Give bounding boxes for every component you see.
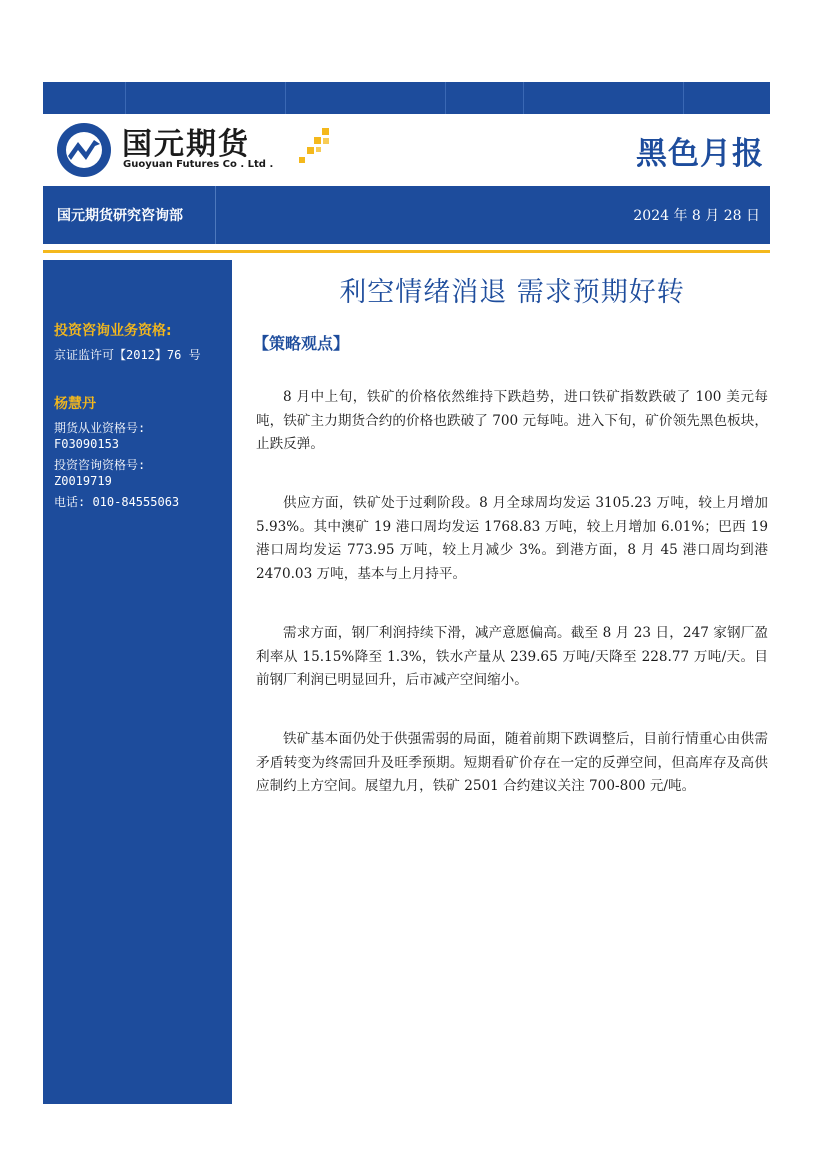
qualification-heading: 投资咨询业务资格:: [54, 323, 172, 339]
header-band: [43, 186, 770, 244]
report-date: 2024 年 8 月 28 日: [633, 208, 760, 224]
paragraph-demand: 需求方面，钢厂利润持续下滑，减产意愿偏高。截至 8 月 23 日，247 家钢厂盈利率从 15.15%降至 1.3%，铁水产量从 239.65 万吨/天降至 228.77 万吨/天。目前钢厂利润已明显回升，后市减产空间缩小。: [256, 625, 768, 688]
consult-qualification-label: 投资咨询资格号:: [54, 458, 146, 472]
paragraph-outlook: 铁矿基本面仍处于供强需弱的局面，随着前期下跌调整后，目前行情重心由供需矛盾转变为终需回升及旺季预期。短期看矿价存在一定的反弹空间，但高库存及高供应制约上方空间。展望九月，铁矿 2501 合约建议关注 700-800 元/吨。: [256, 731, 768, 794]
banner-divider: [523, 82, 524, 114]
band-divider: [215, 186, 216, 244]
logo-english-name: Guoyuan Futures Co . Ltd .: [123, 159, 274, 170]
top-banner-bar: [43, 82, 770, 114]
banner-divider: [285, 82, 286, 114]
report-type-title: 黑色月报: [636, 136, 764, 172]
logo-chinese-name: 国元期货: [122, 127, 250, 162]
analyst-phone: 电话: 010-84555063: [54, 495, 180, 509]
analyst-sidebar: [43, 260, 232, 1104]
department-name: 国元期货研究咨询部: [57, 208, 183, 224]
banner-divider: [445, 82, 446, 114]
consult-qualification-number: Z0019719: [54, 474, 112, 488]
banner-divider: [125, 82, 126, 114]
analyst-name: 杨慧丹: [54, 396, 96, 412]
paragraph-supply: 供应方面，铁矿处于过剩阶段。8 月全球周均发运 3105.23 万吨，较上月增加 5.93%。其中澳矿 19 港口周均发运 1768.83 万吨，较上月增加 6.01%；巴西 19 港口周均发运 773.95 万吨，较上月减少 3%。到港方面，8 月 45 港口周均到港 2470.03 万吨，基本与上月持平。: [256, 495, 768, 582]
futures-qualification-label: 期货从业资格号:: [54, 421, 146, 435]
futures-qualification-number: F03090153: [54, 437, 120, 451]
gold-divider-line: [43, 250, 770, 253]
paragraph-price-trend: 8 月中上旬，铁矿的价格依然维持下跌趋势，进口铁矿指数跌破了 100 美元每吨，铁矿主力期货合约的价格也跌破了 700 元每吨。进入下旬，矿价领先黑色板块，止跌反弹。: [256, 389, 768, 452]
article-title: 利空情绪消退 需求预期好转: [339, 277, 685, 308]
section-heading: 【策略观点】: [253, 334, 350, 353]
license-number: 京证监许可【2012】76 号: [54, 348, 201, 362]
banner-divider: [683, 82, 684, 114]
